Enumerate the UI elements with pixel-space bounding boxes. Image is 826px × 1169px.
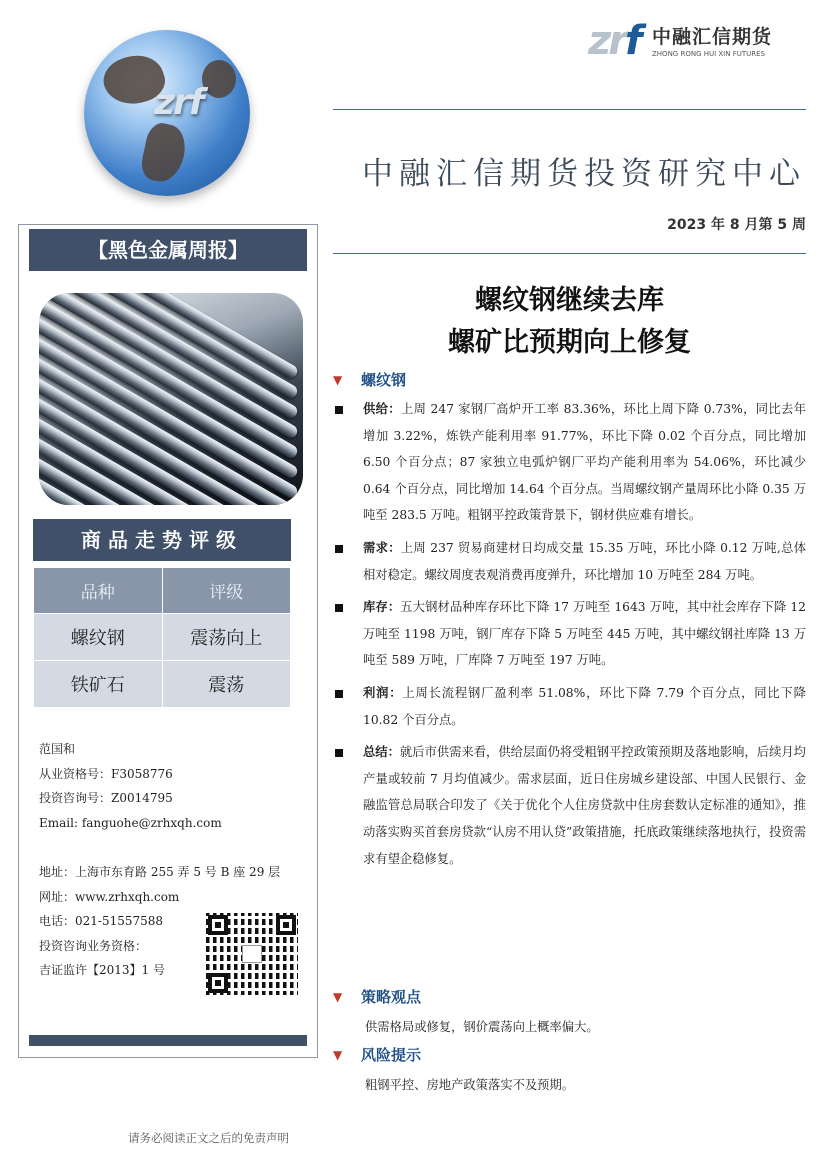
- section-title: 螺纹钢: [361, 371, 407, 389]
- rating-col-product: 品种: [34, 568, 163, 614]
- company-address: 地址：上海市东育路 255 弄 5 号 B 座 29 层: [39, 864, 281, 879]
- rating-title: 商品走势评级: [33, 519, 291, 561]
- section-arrow-icon: ▼: [333, 990, 343, 1004]
- bullet-square-icon: [335, 749, 343, 757]
- section-arrow-icon: ▼: [333, 373, 343, 387]
- rating-product: 铁矿石: [34, 661, 163, 708]
- rating-value: 震荡: [162, 661, 291, 708]
- analyst-qualification: 从业资格号：F3058776: [39, 766, 173, 781]
- section-title: 风险提示: [361, 1046, 422, 1064]
- continent-shape: [202, 60, 236, 98]
- brand-mark-left: zr: [588, 18, 626, 64]
- rating-col-rating: 评级: [162, 568, 291, 614]
- list-item: [333, 594, 806, 674]
- analyst-name: 范国和: [39, 742, 76, 756]
- company-phone: 电话：021-51557588: [39, 914, 164, 929]
- bullet-text: 五大钢材品种库存环比下降 17 万吨至 1643 万吨，其中社会库存下降 12 万吨至 1198 万吨，钢厂库存下降 5 万吨至 445 万吨，其中螺纹钢社库降 13 万吨至 589 万吨，厂库降 7 万吨至 197 万吨。: [363, 600, 806, 668]
- bullet-square-icon: [335, 406, 343, 414]
- bullet-square-icon: [335, 604, 343, 612]
- rating-value: 震荡向上: [162, 614, 291, 661]
- bullet-label: 需求：: [363, 540, 401, 555]
- rating-table: [33, 567, 291, 708]
- bullet-text: 就后市供需来看，供给层面仍将受粗钢平控政策预期及落地影响，后续月均产量或较前 7 月均值减少。需求层面，近日住房城乡建设部、中国人民银行、金融监管总局联合印发了《关于优化个人住房贷款中住房套数认定标准的通知》，推动落实购买首套房贷款“认房不用认贷”政策措施，托底政策继续落地执行，投资需求有望企稳修复。: [363, 745, 806, 866]
- table-row: [34, 661, 291, 708]
- bullet-square-icon: [335, 545, 343, 553]
- list-item: [333, 535, 806, 588]
- bullet-label: 库存：: [363, 600, 401, 615]
- report-type-banner: 【黑色金属周报】: [29, 229, 307, 271]
- license-number: 吉证监许【2013】1 号: [39, 963, 165, 978]
- risk-text: 粗钢平控、房地产政策落实不及预期。: [365, 1078, 575, 1092]
- brand-name-cn: 中融汇信期货: [652, 26, 773, 48]
- license-label: 投资咨询业务资格：: [39, 938, 148, 953]
- bullet-text: 上周 247 家钢厂高炉开工率 83.36%，环比上周下降 0.73%，同比去年增加 3.22%，炼铁产能利用率 91.77%，环比下降 0.02 个百分点，同比增加 6.50 个百分点；87 家独立电弧炉钢厂平均产能利用率为 54.06%，环比减少 0.64 个百分点，同比增加 14.64 个百分点。当周螺纹钢产量周环比小降 0.35 万吨至 283.5 万吨。粗钢平控政策背景下，钢材供应难有增长。: [363, 402, 806, 523]
- table-row: [34, 614, 291, 661]
- rating-header-row: [34, 568, 291, 614]
- issue-divider: [333, 253, 806, 254]
- section-title: 策略观点: [361, 988, 422, 1006]
- disclaimer-note: 请务必阅读正文之后的免责声明: [128, 1131, 289, 1145]
- section-strategy: [333, 986, 421, 1007]
- bullet-label: 利润：: [363, 685, 403, 700]
- headline-line-1: 螺纹钢继续去库: [475, 285, 664, 316]
- rating-product: 螺纹钢: [34, 614, 163, 661]
- company-brand: [588, 18, 788, 66]
- issue-date: 2023 年 8 月第 5 周: [667, 217, 806, 233]
- analyst-consulting-number: 投资咨询号：Z0014795: [39, 791, 173, 806]
- strategy-text: 供需格局或修复，钢价震荡向上概率偏大。: [365, 1020, 599, 1034]
- analysis-bullets: [333, 396, 806, 878]
- report-headline: [333, 280, 806, 364]
- sidebar: [18, 224, 318, 1058]
- research-center-title: 中融汇信期货投资研究中心: [362, 156, 806, 192]
- brand-mark-right: f: [625, 18, 640, 64]
- globe-logo-image: [84, 30, 250, 196]
- sidebar-bottom-bar: [29, 1035, 307, 1046]
- globe-logo-text: zrf: [154, 82, 203, 123]
- bullet-text: 上周长流程钢厂盈利率 51.08%，环比下降 7.79 个百分点，同比下降 10.82 个百分点。: [363, 685, 806, 727]
- continent-shape: [138, 120, 189, 185]
- bullet-label: 供给：: [363, 402, 401, 416]
- analyst-email[interactable]: Email: fanguohe@zrhxqh.com: [39, 815, 222, 830]
- bullet-square-icon: [335, 690, 343, 698]
- bullet-label: 总结：: [363, 745, 400, 760]
- list-item: [333, 396, 806, 529]
- qr-code-icon: [206, 913, 298, 995]
- brand-name-en: ZHONG RONG HUI XIN FUTURES: [652, 50, 765, 58]
- header-divider: [333, 109, 806, 110]
- company-website[interactable]: 网址：www.zrhxqh.com: [39, 889, 180, 904]
- headline-line-2: 螺矿比预期向上修复: [448, 327, 691, 358]
- section-rebar: [333, 369, 406, 390]
- list-item: [333, 680, 806, 733]
- bullet-text: 上周 237 贸易商建材日均成交量 15.35 万吨，环比小降 0.12 万吨,总体相对稳定。螺纹周度表观消费再度弹升，环比增加 10 万吨至 284 万吨。: [363, 540, 806, 582]
- brand-logo-mark: [588, 18, 639, 64]
- section-risk: [333, 1044, 421, 1065]
- section-arrow-icon: ▼: [333, 1048, 343, 1062]
- list-item: [333, 739, 806, 872]
- steel-pipes-image: [39, 293, 303, 505]
